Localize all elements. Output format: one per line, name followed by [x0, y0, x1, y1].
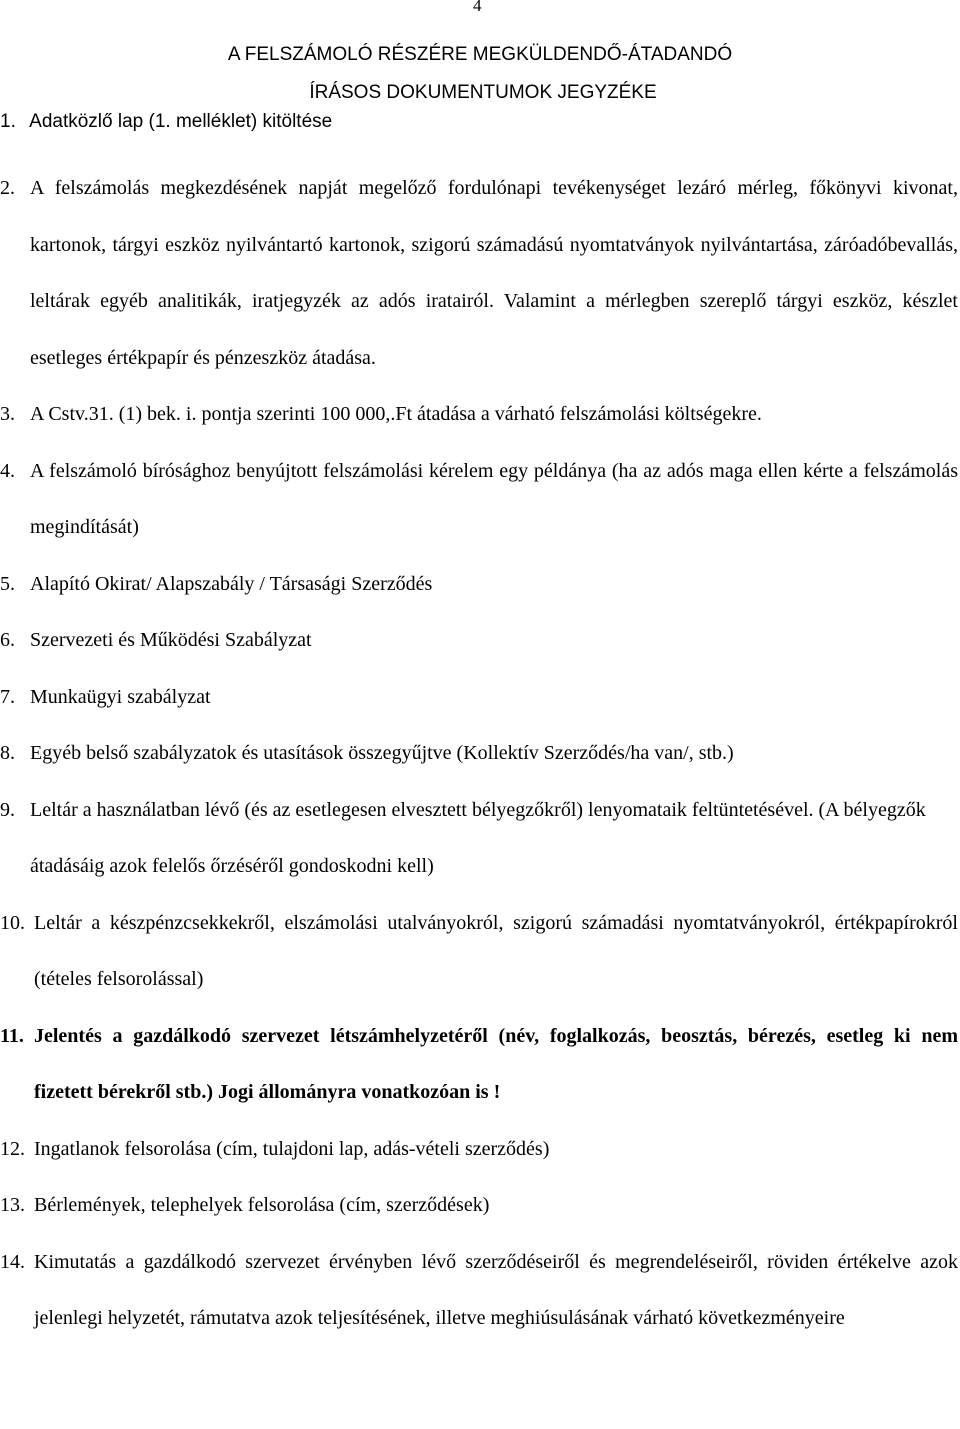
list-item-text: A Cstv.31. (1) bek. i. pontja szerinti 100 000,.Ft átadása a várható felszámolási költségekre. — [30, 403, 762, 425]
list-item-10 — [0, 895, 958, 1008]
list-item-3 — [0, 386, 958, 443]
list-item-number: 1. — [0, 111, 16, 132]
list-item-text: Munkaügyi szabályzat — [30, 685, 211, 708]
list-item-text: Ingatlanok felsorolása (cím, tulajdoni lap, adás-vételi szerződés) — [34, 1137, 550, 1160]
list-item-number: 14. — [0, 1250, 25, 1273]
list-item-text: Szervezeti és Működési Szabályzat — [30, 629, 312, 651]
list-item-text: Egyéb belső szabályzatok és utasítások összegyűjtve (Kollektív Szerződés/ha van/, stb.) — [30, 742, 734, 764]
list-item-number: 9. — [0, 798, 15, 821]
list-item-11 — [0, 1008, 958, 1121]
list-item-14 — [0, 1234, 958, 1347]
list-item-number: 10. — [0, 911, 25, 934]
list-item-text: A felszámoló bírósághoz benyújtott felszámolási kérelem egy példánya (ha az adós maga ellen kérte a felszámolás megindítását) — [30, 459, 958, 538]
list-item-number: 3. — [0, 403, 15, 425]
document-title-line2: ÍRÁSOS DOKUMENTUMOK JEGYZÉKE — [309, 82, 657, 103]
list-item-text: Jelentés a gazdálkodó szervezet létszámhelyzetéről (név, foglalkozás, beosztás, bérezés, esetleg ki nem fizetett bérekről stb.) Jogi állományra vonatkozóan is ! — [34, 1024, 958, 1103]
list-item-6 — [0, 612, 958, 669]
list-item-number: 5. — [0, 572, 15, 595]
list-item-text: Leltár a készpénzcsekkekről, elszámolási utalványokról, szigorú számadási nyomtatványokról, értékpapírokról (tételes felsorolással) — [34, 911, 958, 990]
list-item-number: 11. — [0, 1024, 24, 1047]
list-item-8 — [0, 725, 958, 782]
list-item-number: 12. — [0, 1137, 25, 1160]
document-list — [0, 160, 958, 1347]
list-item-text: Leltár a használatban lévő (és az esetlegesen elvesztett bélyegzőkről) lenyomataik feltüntetésével. (A bélyegzők átadásáig azok felelős őrzéséről gondoskodni kell) — [30, 798, 926, 877]
list-item-number: 13. — [0, 1194, 25, 1216]
list-item-text: A felszámolás megkezdésének napját megelőző fordulónapi tevékenységet lezáró mérleg, főkönyvi kivonat, kartonok, tárgyi eszköz nyilvántartó kartonok, szigorú számadású nyomtatványok nyilvántartása, záróadóbevallás, leltárak egyéb analitikák, iratjegyzék az adós iratairól. Valamint a mérlegben szereplő tárgyi eszköz, készlet esetleges értékpapír és pénzeszköz átadása. — [30, 177, 958, 369]
list-item-number: 8. — [0, 742, 15, 764]
document-title-line1: A FELSZÁMOLÓ RÉSZÉRE MEGKÜLDENDŐ-ÁTADANDÓ — [227, 44, 733, 65]
list-item-2 — [0, 160, 958, 386]
list-item-9 — [0, 782, 958, 895]
page-number: 4 — [473, 0, 482, 15]
list-item-4 — [0, 443, 958, 556]
list-item-text: Adatközlő lap (1. melléklet) kitöltése — [29, 111, 333, 132]
list-item-text: Kimutatás a gazdálkodó szervezet érvényben lévő szerződéseiről és megrendeléseiről, röviden értékelve azok jelenlegi helyzetét, rámutatva azok teljesítésének, illetve meghiúsulásának várható következményeire — [34, 1250, 958, 1329]
list-item-number: 6. — [0, 629, 15, 651]
list-item-number: 2. — [0, 177, 15, 199]
list-item-number: 7. — [0, 685, 15, 708]
list-item-number: 4. — [0, 459, 15, 482]
list-item-7 — [0, 669, 958, 726]
list-item-13 — [0, 1177, 958, 1234]
list-item-text: Bérlemények, telephelyek felsorolása (cím, szerződések) — [34, 1194, 490, 1216]
list-item-text: Alapító Okirat/ Alapszabály / Társasági Szerződés — [30, 572, 433, 595]
list-item-12 — [0, 1121, 958, 1178]
list-item-5 — [0, 556, 958, 613]
list-item-1 — [0, 111, 332, 133]
